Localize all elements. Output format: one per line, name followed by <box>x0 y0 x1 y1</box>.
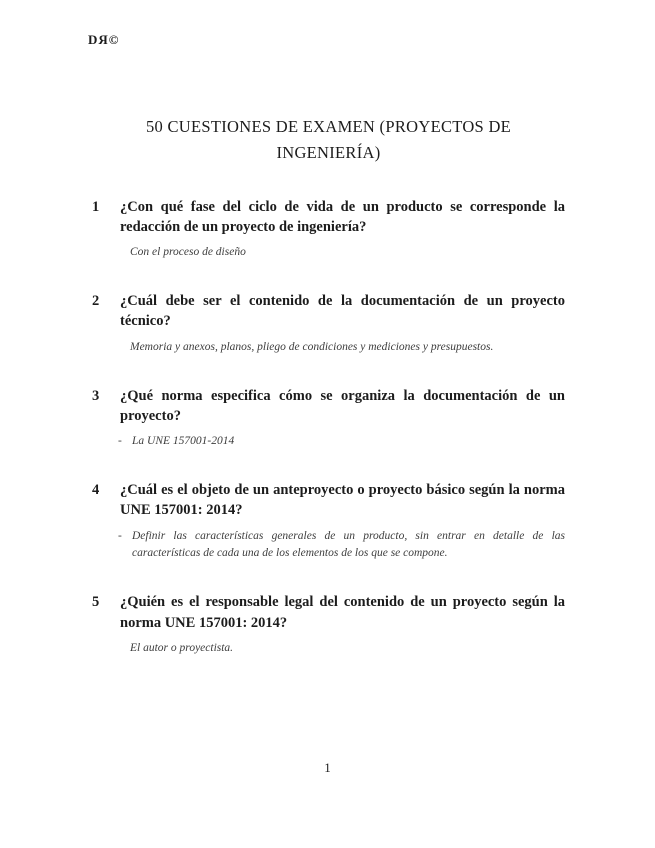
question-row <box>92 386 565 427</box>
answer-item <box>130 339 565 357</box>
question-row <box>92 480 565 521</box>
answer-list <box>118 433 565 451</box>
answer-dash: - <box>118 529 122 542</box>
question-number: 1 <box>92 198 100 215</box>
answer-text: Memoria y anexos, planos, pliego de condiciones y mediciones y presupuestos. <box>130 340 494 353</box>
question-number: 4 <box>92 482 100 498</box>
question-text: ¿Cuál es el objeto de un anteproyecto o proyecto básico según la norma UNE 157001: 2014? <box>120 482 565 519</box>
answer-text: Con el proceso de diseño <box>130 246 246 259</box>
question-row <box>92 592 565 633</box>
question-number: 2 <box>92 293 100 310</box>
answer-text: El autor o proyectista. <box>130 641 234 654</box>
answer-item <box>118 528 565 564</box>
answer-item <box>118 433 565 451</box>
question-number: 5 <box>92 594 100 611</box>
document-body <box>92 114 565 687</box>
answer-item <box>130 244 565 262</box>
answer-list <box>118 528 565 564</box>
question-text: ¿Qué norma especifica cómo se organiza la documentación de un proyecto? <box>120 387 565 424</box>
answer-text: La UNE 157001-2014 <box>132 435 235 448</box>
question-number: 3 <box>92 387 100 404</box>
question-block <box>92 197 565 262</box>
question-text: ¿Con qué fase del ciclo de vida de un producto se corresponde la redacción de un proyecto de ingeniería? <box>120 198 565 236</box>
answer-item <box>130 640 565 658</box>
questions-list <box>92 197 565 658</box>
question-row <box>92 197 565 238</box>
question-block <box>92 386 565 451</box>
question-text: ¿Quién es el responsable legal del contenido de un proyecto según la norma UNE 157001: 2014? <box>120 594 565 631</box>
answer-list <box>130 640 565 658</box>
answer-list <box>130 244 565 262</box>
question-row <box>92 291 565 332</box>
document-title: 50 CUESTIONES DE EXAMEN (PROYECTOS DE INGENIERÍA) <box>145 117 512 163</box>
question-block <box>92 291 565 356</box>
question-text: ¿Cuál debe ser el contenido de la documentación de un proyecto técnico? <box>120 293 565 330</box>
question-block <box>92 592 565 657</box>
answer-text: Definir las características generales de un producto, sin entrar en detalle de las características de cada una de los elementos de los que se compone. <box>132 529 565 560</box>
answer-list <box>130 339 565 357</box>
answer-dash: - <box>118 435 122 448</box>
document-watermark: DЯ© <box>88 32 120 47</box>
page-number: 1 <box>324 760 331 775</box>
question-block <box>92 480 565 563</box>
